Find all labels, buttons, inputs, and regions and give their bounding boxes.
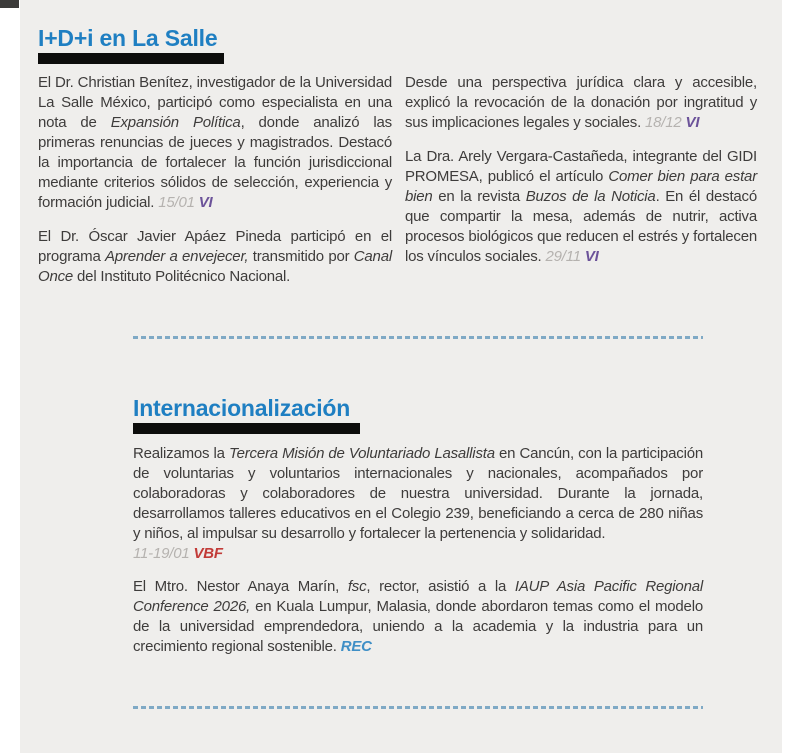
news-item-donacion [405,73,757,133]
column-left [38,73,392,301]
paragraph-text: Desde una perspectiva jurídica clara y accesible, explicó la revocación de la donación por ingratitud y sus implicaciones legales y sociales. [405,74,757,131]
news-item-apaez [38,227,392,287]
date-line [133,544,703,564]
paragraph-text: en la revista [432,188,526,205]
date-stamp: 29/11 [545,248,585,265]
paragraph-text: en Kuala Lumpur, Malasia, donde abordaron temas como el modelo de la universidad emprendedora, uniendo a la academia y la industria para un crecimiento regional sostenible. [133,598,703,655]
corner-artifact [0,0,19,8]
signature-vi: VI [584,248,599,265]
column-right [405,73,757,301]
paragraph-text: La Dra. Arely Vergara-Castañeda, integrante del GIDI PROMESA, publicó el artículo [405,148,757,185]
signature-vbf: VBF [193,545,223,562]
paragraph-text: del Instituto Politécnico Nacional. [73,268,291,285]
dashed-separator-bottom [133,706,703,709]
signature-vi: VI [198,194,213,211]
dashed-separator-top [133,336,703,339]
paragraph-text: , rector, asistió a la [366,578,515,595]
paragraph-text: . En él destacó que compartir la mesa, además de nutrir, activa procesos biológicos que reducen el estrés y fortalecen los vínculos sociales. [405,188,758,265]
two-column-layout [38,73,757,301]
channel-title: Canal Once [38,248,392,285]
conference-title: IAUP Asia Pacific Regional Conference 2026, [133,578,703,615]
section-title-internacionalizacion: Internacionalización [133,395,351,421]
mission-title: Tercera Misión de Voluntariado Lasallista [229,445,495,462]
news-item-vergara [405,147,757,267]
signature-rec: REC [340,638,372,655]
section-idi [20,0,782,301]
date-stamp: 15/01 [158,194,199,211]
paragraph-text: , donde analizó las primeras renuncias de jueces y magistrados. Destacó la importancia de fortalecer la función jurisdiccional mediante criterios sólidos de selección, experiencia y formación judicial. [38,114,392,211]
date-stamp: 11-19/01 [133,545,194,562]
title-underline-bar [38,53,224,64]
news-item-voluntariado [133,444,703,564]
news-item-rector [133,577,703,657]
paragraph-text: El Dr. Óscar Javier Apáez Pineda participó en el programa [38,228,392,265]
publication-title: Expansión Política [110,114,241,131]
newsletter-panel [20,0,782,753]
program-title: Aprender a envejecer, [104,248,249,265]
section-internacionalizacion [133,396,703,657]
news-item-benitez [38,73,392,213]
fsc-designation: fsc [347,578,367,595]
paragraph-text: transmitido por [248,248,354,265]
article-title: Comer bien para estar bien [405,168,757,205]
paragraph-text: Realizamos la [133,445,229,462]
signature-vi: VI [685,114,700,131]
paragraph-text: El Mtro. Nestor Anaya Marín, [133,578,348,595]
magazine-title: Buzos de la Noticia [525,188,656,205]
section-title-idi: I+D+i en La Salle [38,25,218,51]
paragraph-text: en Cancún, con la participación de voluntarias y voluntarios internacionales y nacionales, acompañados por colaboradoras y colaboradores de nuestra universidad. Durante la jornada, desarrollamos talleres educativos en el Colegio 239, beneficiando a cerca de 280 niñas y niños, al impulsar su desarrollo y fortalecer la pertenencia y solidaridad. [133,445,703,542]
paragraph-text: El Dr. Christian Benítez, investigador de la Universidad La Salle México, participó como especialista en una nota de [38,74,392,131]
date-stamp: 18/12 [645,114,686,131]
title-underline-bar [133,423,360,434]
